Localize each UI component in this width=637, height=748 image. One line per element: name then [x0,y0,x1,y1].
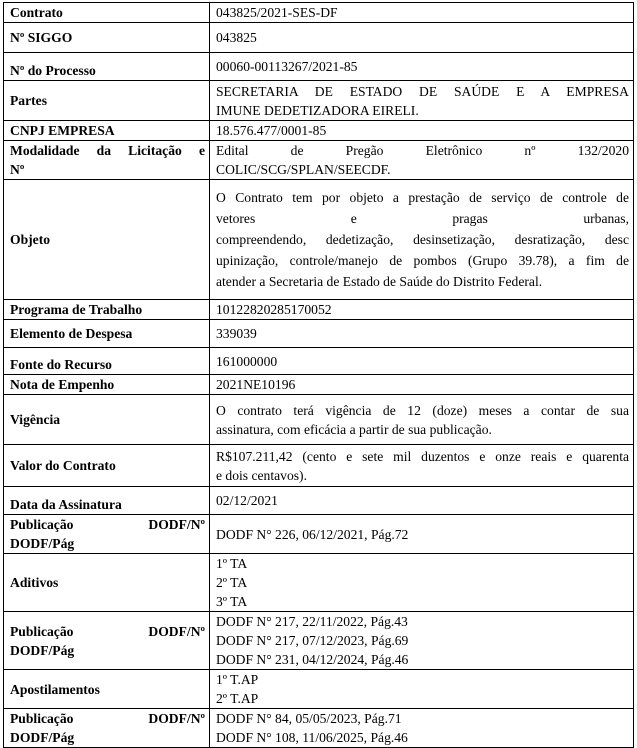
vigencia-line-1: O contrato terá vigência de 12 (doze) meses a contar de sua [216,402,629,418]
label-siggo: Nº SIGGO [4,23,210,53]
row-valor [4,445,634,487]
contract-table [3,2,634,748]
row-partes [4,81,634,121]
value-siggo: 043825 [210,23,634,53]
label-data: Data da Assinatura [4,487,210,515]
modalidade-line-2: COLIC/SCG/SPLAN/SEECDF. [216,162,391,177]
objeto-line-5: atender a Secretaria de Estado de Saúde do Distrito Federal. [216,274,543,289]
label-valor: Valor do Contrato [4,445,210,487]
label-contrato: Contrato [4,3,210,23]
row-elemento [4,320,634,348]
value-vigencia [210,395,634,445]
value-fonte: 161000000 [210,348,634,375]
row-publicacao-1 [4,515,634,554]
aditivo-item: 3º TA [216,594,248,609]
valor-line-1: R$107.211,42 (cento e sete mil duzentos e onze reais e quarenta [216,448,629,464]
row-publicacao-3 [4,709,634,748]
publicacao-2-label-c: DODF/Pág [10,642,75,658]
aditivo-item: 1º TA [216,556,248,571]
value-aditivos [210,554,634,612]
value-modalidade [210,141,634,180]
label-empenho: Nota de Empenho [4,375,210,395]
value-objeto [210,180,634,300]
label-aditivos: Aditivos [4,554,210,612]
row-programa [4,300,634,320]
vigencia-line-2: assinatura, com eficácia a partir de sua publicação. [216,421,492,437]
label-processo: Nº do Processo [4,53,210,81]
objeto-line-2: vetores e pragas urbanas, [216,211,629,226]
value-contrato: 043825/2021-SES-DF [210,3,634,23]
value-partes [210,81,634,121]
row-siggo [4,23,634,53]
publicacao-3-label-a: Publicação [10,711,74,726]
value-processo: 00060-00113267/2021-85 [210,53,634,81]
publicacao-1-label-top [10,515,205,534]
objeto-line-4: upinização, controle/manejo de pombos (Grupo 39.78), a fim de [216,253,629,268]
aditivo-item: 2º TA [216,575,248,590]
row-vigencia [4,395,634,445]
value-publicacao-1: DODF N° 226, 06/12/2021, Pág.72 [210,515,634,554]
label-vigencia: Vigência [4,395,210,445]
modalidade-line-1: Edital de Pregão Eletrônico nº 132/2020 [216,143,629,158]
apostilamento-item: 2º T.AP [216,691,259,706]
label-fonte: Fonte do Recurso [4,348,210,375]
value-elemento: 339039 [210,320,634,348]
valor-line-2: e dois centavos). [216,467,307,483]
publicacao-3-item: DODF N° 108, 11/06/2025, Pág.46 [216,730,408,745]
publicacao-3-label-c: DODF/Pág [10,730,75,745]
value-empenho: 2021NE10196 [210,375,634,395]
value-data: 02/12/2021 [210,487,634,515]
label-programa: Programa de Trabalho [4,300,210,320]
value-programa: 10122820285170052 [210,300,634,320]
value-apostilamentos [210,670,634,709]
value-publicacao-3 [210,709,634,748]
publicacao-2-item: DODF N° 217, 22/11/2022, Pág.43 [216,614,408,629]
row-cnpj [4,121,634,141]
modalidade-label-line-1: Modalidade da Licitação e [10,143,205,158]
label-cnpj: CNPJ EMPRESA [4,121,210,141]
modalidade-label-line-2: Nº [10,162,25,177]
value-publicacao-2 [210,612,634,670]
label-modalidade [4,141,210,180]
row-processo [4,53,634,81]
row-data [4,487,634,515]
row-aditivos [4,554,634,612]
label-objeto: Objeto [4,180,210,300]
value-cnpj: 18.576.477/0001-85 [210,121,634,141]
label-apostilamentos: Apostilamentos [4,670,210,709]
publicacao-3-item: DODF N° 84, 05/05/2023, Pág.71 [216,711,402,726]
apostilamento-item: 1º T.AP [216,672,259,687]
label-publicacao-3 [4,709,210,748]
partes-line-2: IMUNE DEDETIZADORA EIRELI. [216,102,419,118]
label-elemento: Elemento de Despesa [4,320,210,348]
row-modalidade [4,141,634,180]
label-publicacao-2 [4,612,210,670]
row-publicacao-2 [4,612,634,670]
objeto-line-3: compreendendo, dedetização, desinsetização, desratização, desc [216,232,629,247]
objeto-line-1: O Contrato tem por objeto a prestação de serviço de controle de [216,190,629,205]
row-apostilamentos [4,670,634,709]
publicacao-3-label-top [10,709,205,728]
value-valor [210,445,634,487]
publicacao-1-label-c: DODF/Pág [10,536,75,551]
publicacao-1-label-b: DODF/Nº [148,517,205,532]
row-contrato [4,3,634,23]
publicacao-2-label-top [10,622,205,641]
publicacao-1-label-a: Publicação [10,517,74,532]
row-fonte [4,348,634,375]
publicacao-2-item: DODF N° 217, 07/12/2023, Pág.69 [216,633,409,648]
publicacao-3-label-b: DODF/Nº [148,711,205,726]
label-partes: Partes [4,81,210,121]
publicacao-2-label-b: DODF/Nº [148,623,205,639]
publicacao-2-label-a: Publicação [10,623,74,639]
label-publicacao-1 [4,515,210,554]
partes-line-1: SECRETARIA DE ESTADO DE SAÚDE E A EMPRESA [216,83,629,99]
row-empenho [4,375,634,395]
publicacao-2-item: DODF N° 231, 04/12/2024, Pág.46 [216,652,409,667]
row-objeto [4,180,634,300]
